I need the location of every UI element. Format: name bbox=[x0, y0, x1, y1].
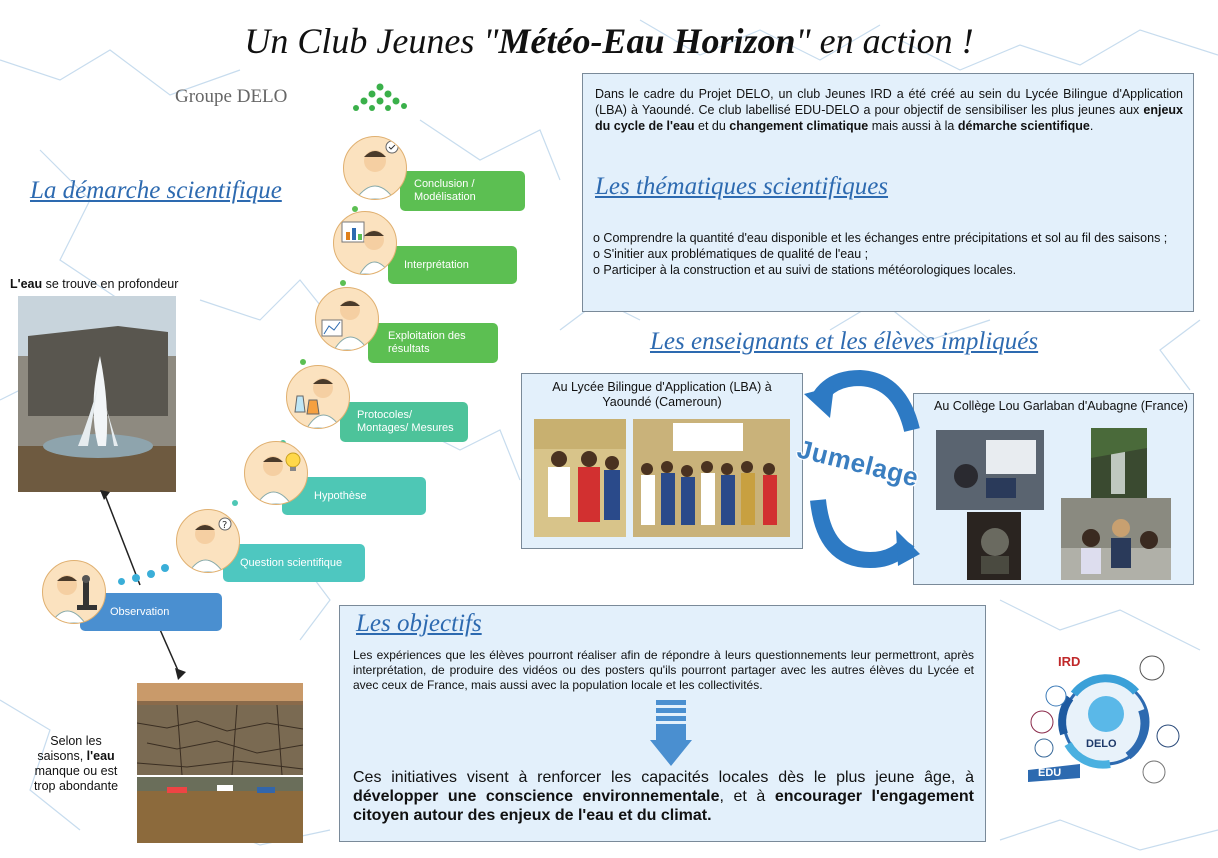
down-arrow-icon bbox=[650, 698, 692, 768]
step-observation: Observation bbox=[80, 593, 222, 631]
eau-profondeur-caption: L'eau se trouve en profondeur bbox=[10, 277, 179, 291]
drought-flood-photo bbox=[137, 683, 303, 843]
lycee-photo-1 bbox=[534, 419, 626, 537]
list-item: o Participer à la construction et au suivi de stations météorologiques locales. bbox=[593, 263, 1017, 277]
step-exploitation: Exploitation des résultats bbox=[368, 323, 498, 363]
college-photo-1 bbox=[936, 430, 1044, 510]
twinning-title: Les enseignants et les élèves impliqués bbox=[650, 328, 1039, 355]
saisons-caption: Selon les saisons, l'eau manque ou est trop abondante bbox=[33, 734, 119, 793]
path-dot bbox=[118, 578, 125, 585]
scientist-exploitation-icon bbox=[315, 287, 379, 351]
step-protocoles: Protocoles/ Montages/ Mesures bbox=[340, 402, 468, 442]
sprout-icon bbox=[352, 82, 408, 116]
delo-logo-cluster bbox=[1024, 652, 1194, 792]
jumelage-label: Jumelage bbox=[794, 433, 922, 493]
step-interpretation: Interprétation bbox=[388, 246, 517, 284]
objectifs-panel bbox=[339, 605, 986, 842]
list-item: o S'initier aux problématiques de qualité de l'eau ; bbox=[593, 247, 869, 261]
ird-logo-text: IRD bbox=[1058, 654, 1081, 669]
pointer-lines bbox=[100, 490, 190, 680]
scientist-interpretation-icon bbox=[333, 211, 397, 275]
college-photo-4 bbox=[1061, 498, 1171, 580]
svg-text:?: ? bbox=[222, 520, 228, 531]
step-conclusion: Conclusion / Modélisation bbox=[400, 171, 525, 211]
page-title: Un Club Jeunes "Météo-Eau Horizon" en action ! bbox=[244, 21, 974, 61]
lycee-panel bbox=[521, 373, 803, 549]
scientist-hypothese-icon bbox=[244, 441, 308, 505]
scientist-question-icon bbox=[176, 509, 240, 573]
objectifs-title: Les objectifs bbox=[356, 610, 482, 637]
themes-list bbox=[593, 230, 1185, 278]
lycee-caption: Au Lycée Bilingue d'Application (LBA) à Yaoundé (Cameroun) bbox=[552, 380, 772, 409]
edu-logo-text: EDU bbox=[1038, 767, 1062, 779]
delo-logo-text: DELO bbox=[1086, 738, 1117, 750]
path-dot bbox=[232, 500, 238, 506]
college-photo-3 bbox=[967, 512, 1021, 580]
path-dot bbox=[300, 359, 306, 365]
intro-text: Dans le cadre du Projet DELO, un club Jeunes IRD a été créé au sein du Lycée Bilingue d'Application (LBA) à Yaoundé. Ce club labellisé EDU-DELO a pour objectif de sensibiliser les plus jeunes aux enjeux du cycle de l'eau et du changement climatique mais aussi à la démarche scientifique. bbox=[595, 87, 1183, 133]
objectifs-text: Les expériences que les élèves pourront réaliser afin de répondre à leurs questionnements leur permettront, après interprétation, de produire des vidéos ou des posters qu'ils pourront partager avec les autres élèves du Lycée et avec ceux de France, mais aussi avec la population locale et les collectivités. bbox=[353, 648, 974, 692]
path-dot bbox=[147, 570, 155, 578]
step-hypothese: Hypothèse bbox=[282, 477, 426, 515]
college-caption: Au Collège Lou Garlaban d'Aubagne (France) bbox=[934, 399, 1188, 413]
list-item: o Comprendre la quantité d'eau disponible et les échanges entre précipitations et sol au fil des saisons ; bbox=[593, 231, 1168, 245]
objectifs-conclusion: Ces initiatives visent à renforcer les capacités locales dès le plus jeune âge, à développer une conscience environnementale, et à encourager l'engagement citoyen autour des enjeux de l'eau et du climat. bbox=[353, 769, 974, 824]
lycee-photo-2 bbox=[633, 419, 790, 537]
demarche-title: La démarche scientifique bbox=[30, 177, 282, 204]
college-photo-2 bbox=[1091, 428, 1147, 498]
step-question: Question scientifique bbox=[223, 544, 365, 582]
path-dot bbox=[340, 280, 346, 286]
path-dot bbox=[132, 574, 140, 582]
path-dot bbox=[161, 564, 169, 572]
subtitle: Groupe DELO bbox=[175, 86, 288, 107]
scientist-observation-icon bbox=[42, 560, 106, 624]
college-panel bbox=[913, 393, 1194, 585]
water-fountain-photo bbox=[18, 296, 176, 492]
scientist-conclusion-icon bbox=[343, 136, 407, 200]
intro-panel bbox=[582, 73, 1194, 312]
themes-title: Les thématiques scientifiques bbox=[595, 173, 889, 200]
scientist-protocoles-icon bbox=[286, 365, 350, 429]
